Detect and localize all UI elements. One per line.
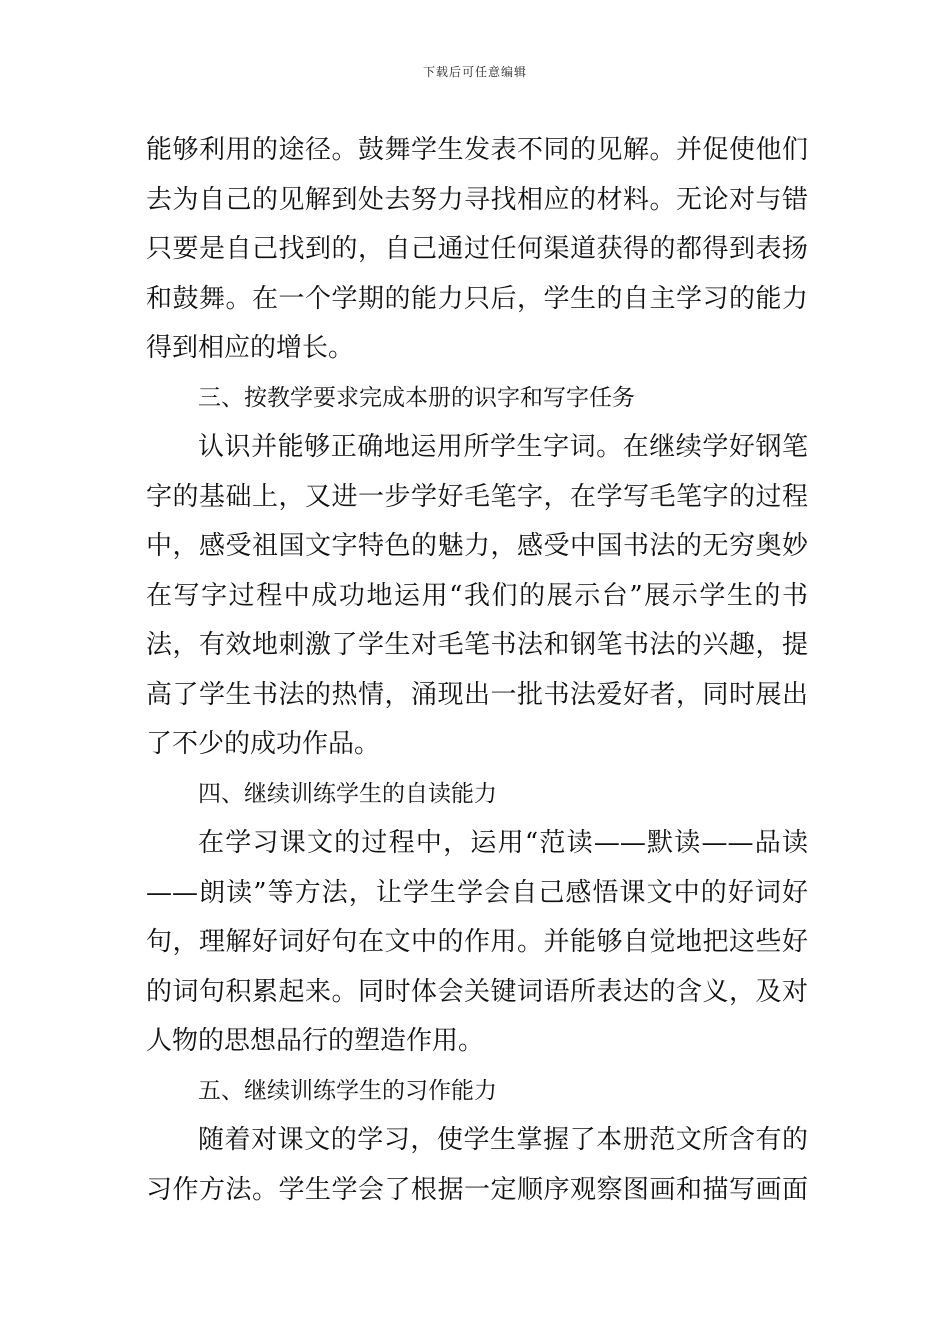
text-line: 在写字过程中成功地运用“我们的展示台”展示学生的书 (146, 580, 808, 611)
text-line: 和鼓舞。在一个学期的能力只后，学生的自主学习的能力 (146, 283, 808, 314)
section-heading: 三、按教学要求完成本册的识字和写字任务 (198, 384, 635, 411)
text-line: 字的基础上，又进一步学好毛笔字，在学写毛笔字的过程 (146, 481, 808, 512)
text-line: 得到相应的增长。 (146, 333, 355, 363)
text-line: ——朗读”等方法，让学生学会自己感悟课文中的好词好 (146, 877, 808, 908)
text-line: 人物的思想品行的塑造作用。 (146, 1026, 485, 1056)
text-line: 法，有效地刺激了学生对毛笔书法和钢笔书法的兴趣，提 (146, 630, 808, 660)
text-line: 高了学生书法的热情，涌现出一批书法爱好者，同时展出 (146, 679, 808, 710)
text-line: 了不少的成功作品。 (146, 729, 381, 759)
document-body (146, 126, 808, 1215)
text-line: 只要是自己找到的，自己通过任何渠道获得的都得到表扬 (146, 234, 808, 264)
text-line: 能够利用的途径。鼓舞学生发表不同的见解。并促使他们 (146, 135, 808, 165)
text-line: 句，理解好词好句在文中的作用。并能够自觉地把这些好 (146, 927, 808, 957)
text-line: 的词句积累起来。同时体会关键词语所表达的含义，及对 (146, 976, 808, 1007)
text-line: 随着对课文的学习，使学生掌握了本册范文所含有的 (198, 1125, 808, 1155)
text-line: 去为自己的见解到处去努力寻找相应的材料。无论对与错 (146, 184, 808, 215)
text-line: 认识并能够正确地运用所学生字词。在继续学好钢笔 (198, 432, 808, 462)
section-heading: 四、继续训练学生的自读能力 (198, 780, 497, 807)
text-line: 中，感受祖国文字特色的魅力，感受中国书法的无穷奥妙 (146, 531, 808, 561)
text-line: 在学习课文的过程中，运用“范读——默读——品读 (198, 828, 808, 858)
text-line: 习作方法。学生学会了根据一定顺序观察图画和描写画面 (146, 1174, 808, 1205)
page-header-note: 下载后可任意编辑 (422, 65, 527, 79)
section-heading: 五、继续训练学生的习作能力 (198, 1077, 497, 1104)
